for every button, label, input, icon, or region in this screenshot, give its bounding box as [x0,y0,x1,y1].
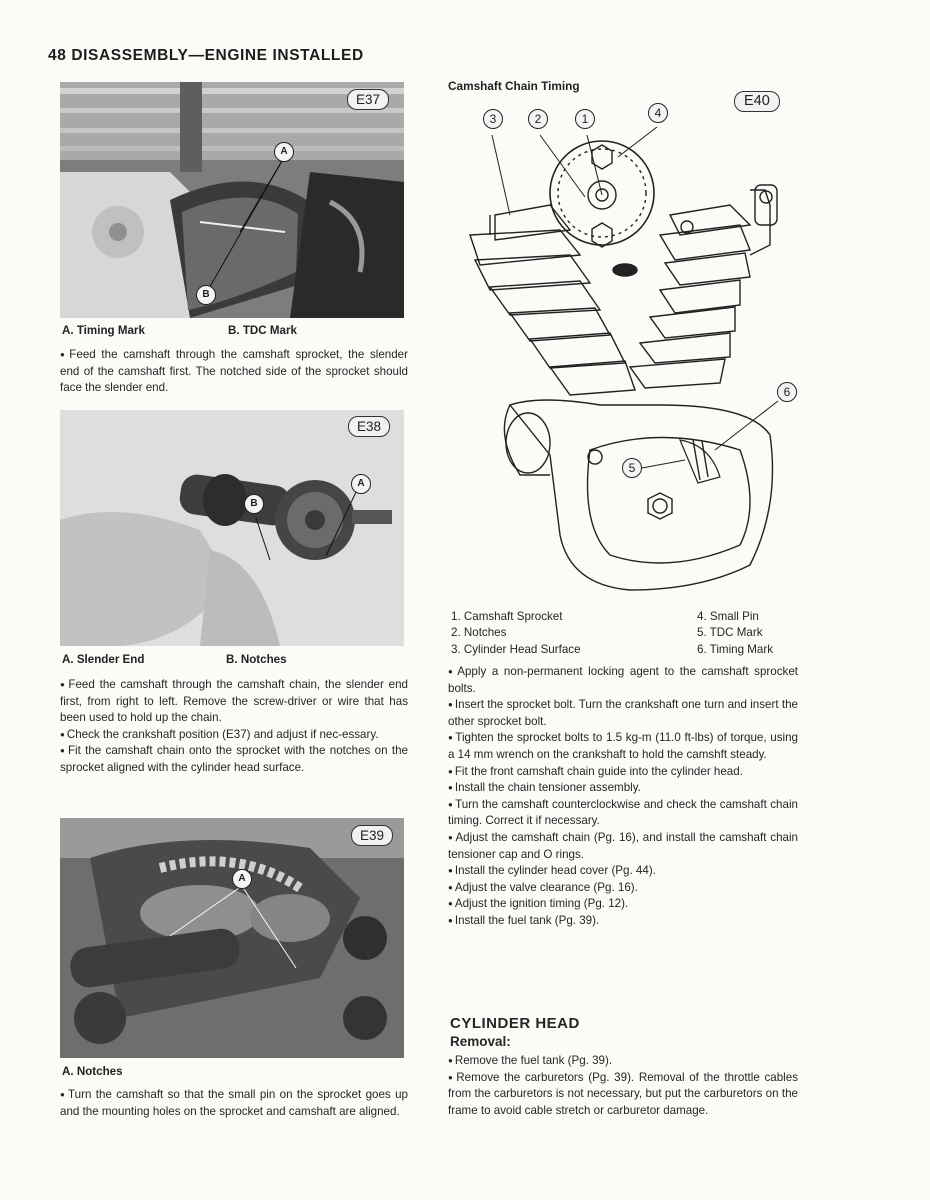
instruction-step: ● Adjust the valve clearance (Pg. 16). [448,880,798,897]
callout-2: 2 [528,109,548,129]
text-after-e38 [60,677,408,777]
legend-item: 3. Cylinder Head Surface [451,642,581,656]
figure-tag-e38: E38 [348,416,390,437]
instruction-step: ● Turn the camshaft counterclockwise and check the camshaft chain timing. Correct it if necessary. [448,797,798,830]
page-header: 48 DISASSEMBLY—ENGINE INSTALLED [48,47,364,64]
instruction-step: ● Feed the camshaft through the camshaft chain, the slender end first, from right to left. Remove the screw-driver or wire that has been used to hold up the chain. [60,677,408,727]
callout-b: B [244,494,264,514]
photo-e37-engine-case-image [60,82,404,318]
callout-b: B [196,285,216,305]
instruction-step: ● Tighten the sprocket bolts to 1.5 kg-m (11.0 ft-lbs) of torque, using a 14 mm wrench on the crankshaft to hold the camshft steady. [448,730,798,763]
figure-e40-legend-right [697,609,773,658]
callout-3: 3 [483,109,503,129]
cylinder-head-removal-steps [448,1053,798,1119]
legend-item: 2. Notches [451,626,507,640]
instruction-step: ● Fit the camshaft chain onto the sprocket with the notches on the sprocket aligned with the cylinder head surface. [60,743,408,776]
callout-a: A [232,869,252,889]
figure-tag-e40: E40 [734,91,780,112]
instruction-step: ● Fit the front camshaft chain guide into the cylinder head. [448,764,798,781]
text-after-e39 [60,1087,408,1120]
callout-4: 4 [648,103,668,123]
callout-6: 6 [777,382,797,402]
instruction-step: ● Check the crankshaft position (E37) and adjust if nec-essary. [60,727,408,744]
callout-a: A [351,474,371,494]
figure-e40-title: Camshaft Chain Timing [448,79,580,93]
legend-item: 5. TDC Mark [697,626,763,640]
instruction-step: ● Apply a non-permanent locking agent to the camshaft sprocket bolts. [448,664,798,697]
instruction-step: ● Feed the camshaft through the camshaft sprocket, the slender end of the camshaft first. The notched side of the sprocket should face the slender end. [60,347,408,397]
caption-e38-b: B. Notches [226,653,287,666]
instruction-step: ● Install the chain tensioner assembly. [448,780,798,797]
legend-item: 4. Small Pin [697,610,759,623]
callout-1: 1 [575,109,595,129]
photo-e39 [60,818,404,1058]
caption-e38-a: A. Slender End [62,653,145,666]
caption-e37-b: B. TDC Mark [228,324,297,337]
instruction-step: ● Remove the carburetors (Pg. 39). Removal of the throttle cables from the carburetors is not necessary, but put the carburetors on the frame to avoid cable stretch or carburetor damage. [448,1070,798,1120]
caption-e39-a: A. Notches [62,1065,123,1078]
photo-e37 [60,82,404,318]
photo-e38 [60,410,404,646]
text-after-e40 [448,664,798,930]
caption-e37-a: A. Timing Mark [62,324,145,337]
instruction-step: ● Install the cylinder head cover (Pg. 44). [448,863,798,880]
instruction-step: ● Adjust the ignition timing (Pg. 12). [448,896,798,913]
instruction-step: ● Remove the fuel tank (Pg. 39). [448,1053,798,1070]
figure-e40-legend-left [451,609,581,658]
photo-e39-cylinder-head-image [60,818,404,1058]
instruction-step: ● Adjust the camshaft chain (Pg. 16), and install the camshaft chain tensioner cap and O rings. [448,830,798,863]
instruction-step: ● Insert the sprocket bolt. Turn the crankshaft one turn and insert the other sprocket bolt. [448,697,798,730]
figure-tag-e39: E39 [351,825,393,846]
callout-5: 5 [622,458,642,478]
photo-e38-camshaft-image [60,410,404,646]
section-title-cylinder-head: CYLINDER HEAD [450,1015,580,1032]
figure-tag-e37: E37 [347,89,389,110]
legend-item: 6. Timing Mark [697,642,774,656]
text-after-e37 [60,347,408,397]
instruction-step: ● Install the fuel tank (Pg. 39). [448,913,798,930]
legend-item: 1. Camshaft Sprocket [451,610,563,623]
engine-timing-diagram [450,105,820,605]
section-subtitle-removal: Removal: [450,1034,511,1049]
instruction-step: ● Turn the camshaft so that the small pin on the sprocket goes up and the mounting holes on the sprocket and camshaft are aligned. [60,1087,408,1120]
callout-a: A [274,142,294,162]
